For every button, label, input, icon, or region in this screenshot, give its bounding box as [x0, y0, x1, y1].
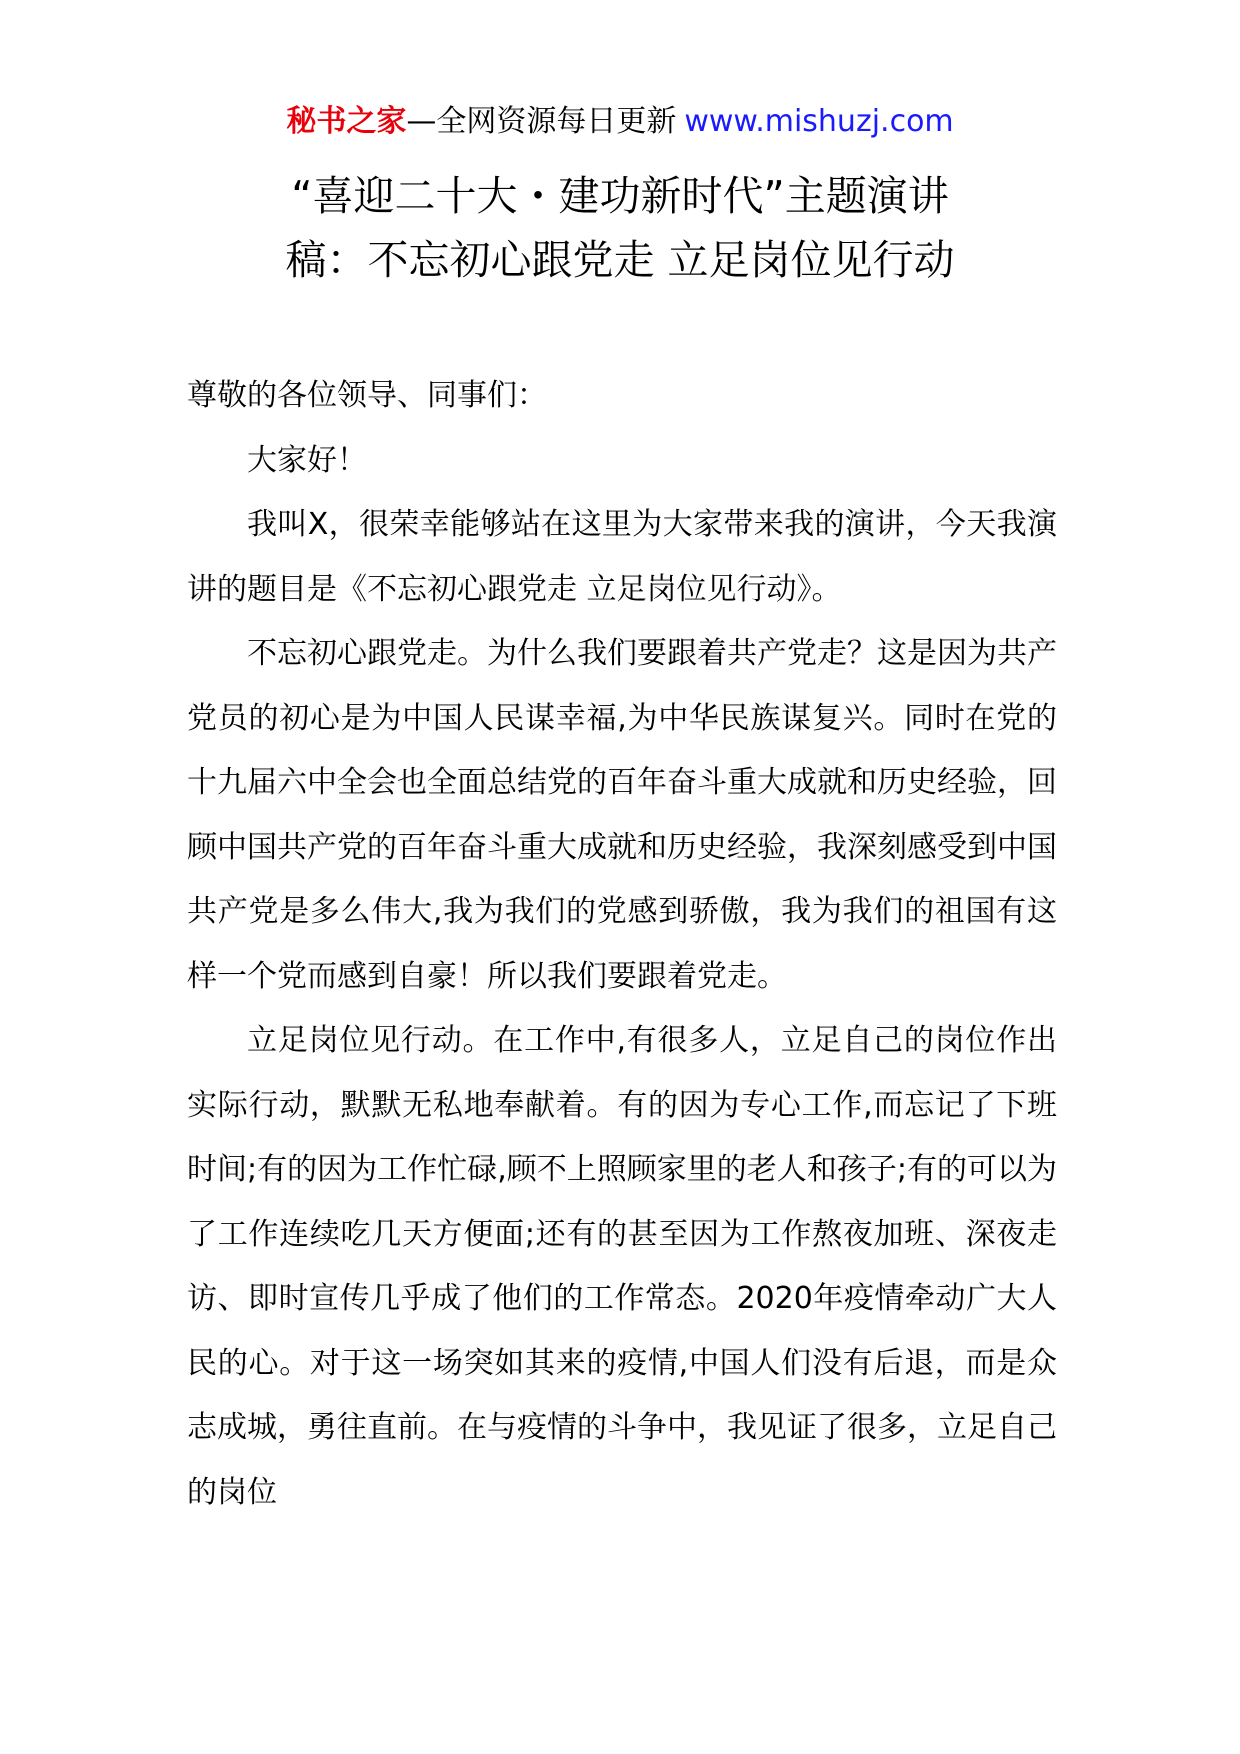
paragraph-take-action: 立足岗位见行动。在工作中,有很多人，立足自己的岗位作出实际行动，默默无私地奉献着。有的因为专心工作,而忘记了下班时间;有的因为工作忙碌,顾不上照顾家里的老人和孩子;有的可以为了工作连续吃几天方便面;还有的甚至因为工作熬夜加班、深夜走访、即时宣传几乎成了他们的工作常态。2020年疫情牵动广大人民的心。对于这一场突如其来的疫情,中国人们没有后退，而是众志成城，勇往直前。在与疫情的斗争中，我见证了很多，立足自己的岗位: [187, 1023, 1057, 1510]
document-title: [0, 164, 1240, 292]
title-line-2: 稿：不忘初心跟党走 立足岗位见行动: [285, 236, 955, 284]
paragraph-intro: 我叫X，很荣幸能够站在这里为大家带来我的演讲，今天我演讲的题目是《不忘初心跟党走 立足岗位见行动》。: [187, 507, 1057, 607]
paragraph-greeting: 大家好！: [247, 442, 367, 478]
site-url-link[interactable]: www.mishuzj.com: [684, 104, 954, 139]
title-line-1: “喜迎二十大・建功新时代”主题演讲: [291, 172, 949, 220]
salutation: 尊敬的各位领导、同事们：: [187, 378, 547, 413]
brand-name: 秘书之家: [286, 104, 407, 139]
paragraph-follow-party: 不忘初心跟党走。为什么我们要跟着共产党走？这是因为共产党员的初心是为中国人民谋幸福,为中华民族谋复兴。同时在党的十九届六中全会也全面总结党的百年奋斗重大成就和历史经验，回顾中国共产党的百年奋斗重大成就和历史经验，我深刻感受到中国共产党是多么伟大,我为我们的党感到骄傲，我为我们的祖国有这样一个党而感到自豪！所以我们要跟着党走。: [187, 636, 1057, 994]
site-tagline: —全网资源每日更新: [406, 104, 677, 139]
document-body: [187, 364, 1057, 1525]
site-header: [0, 102, 1240, 142]
